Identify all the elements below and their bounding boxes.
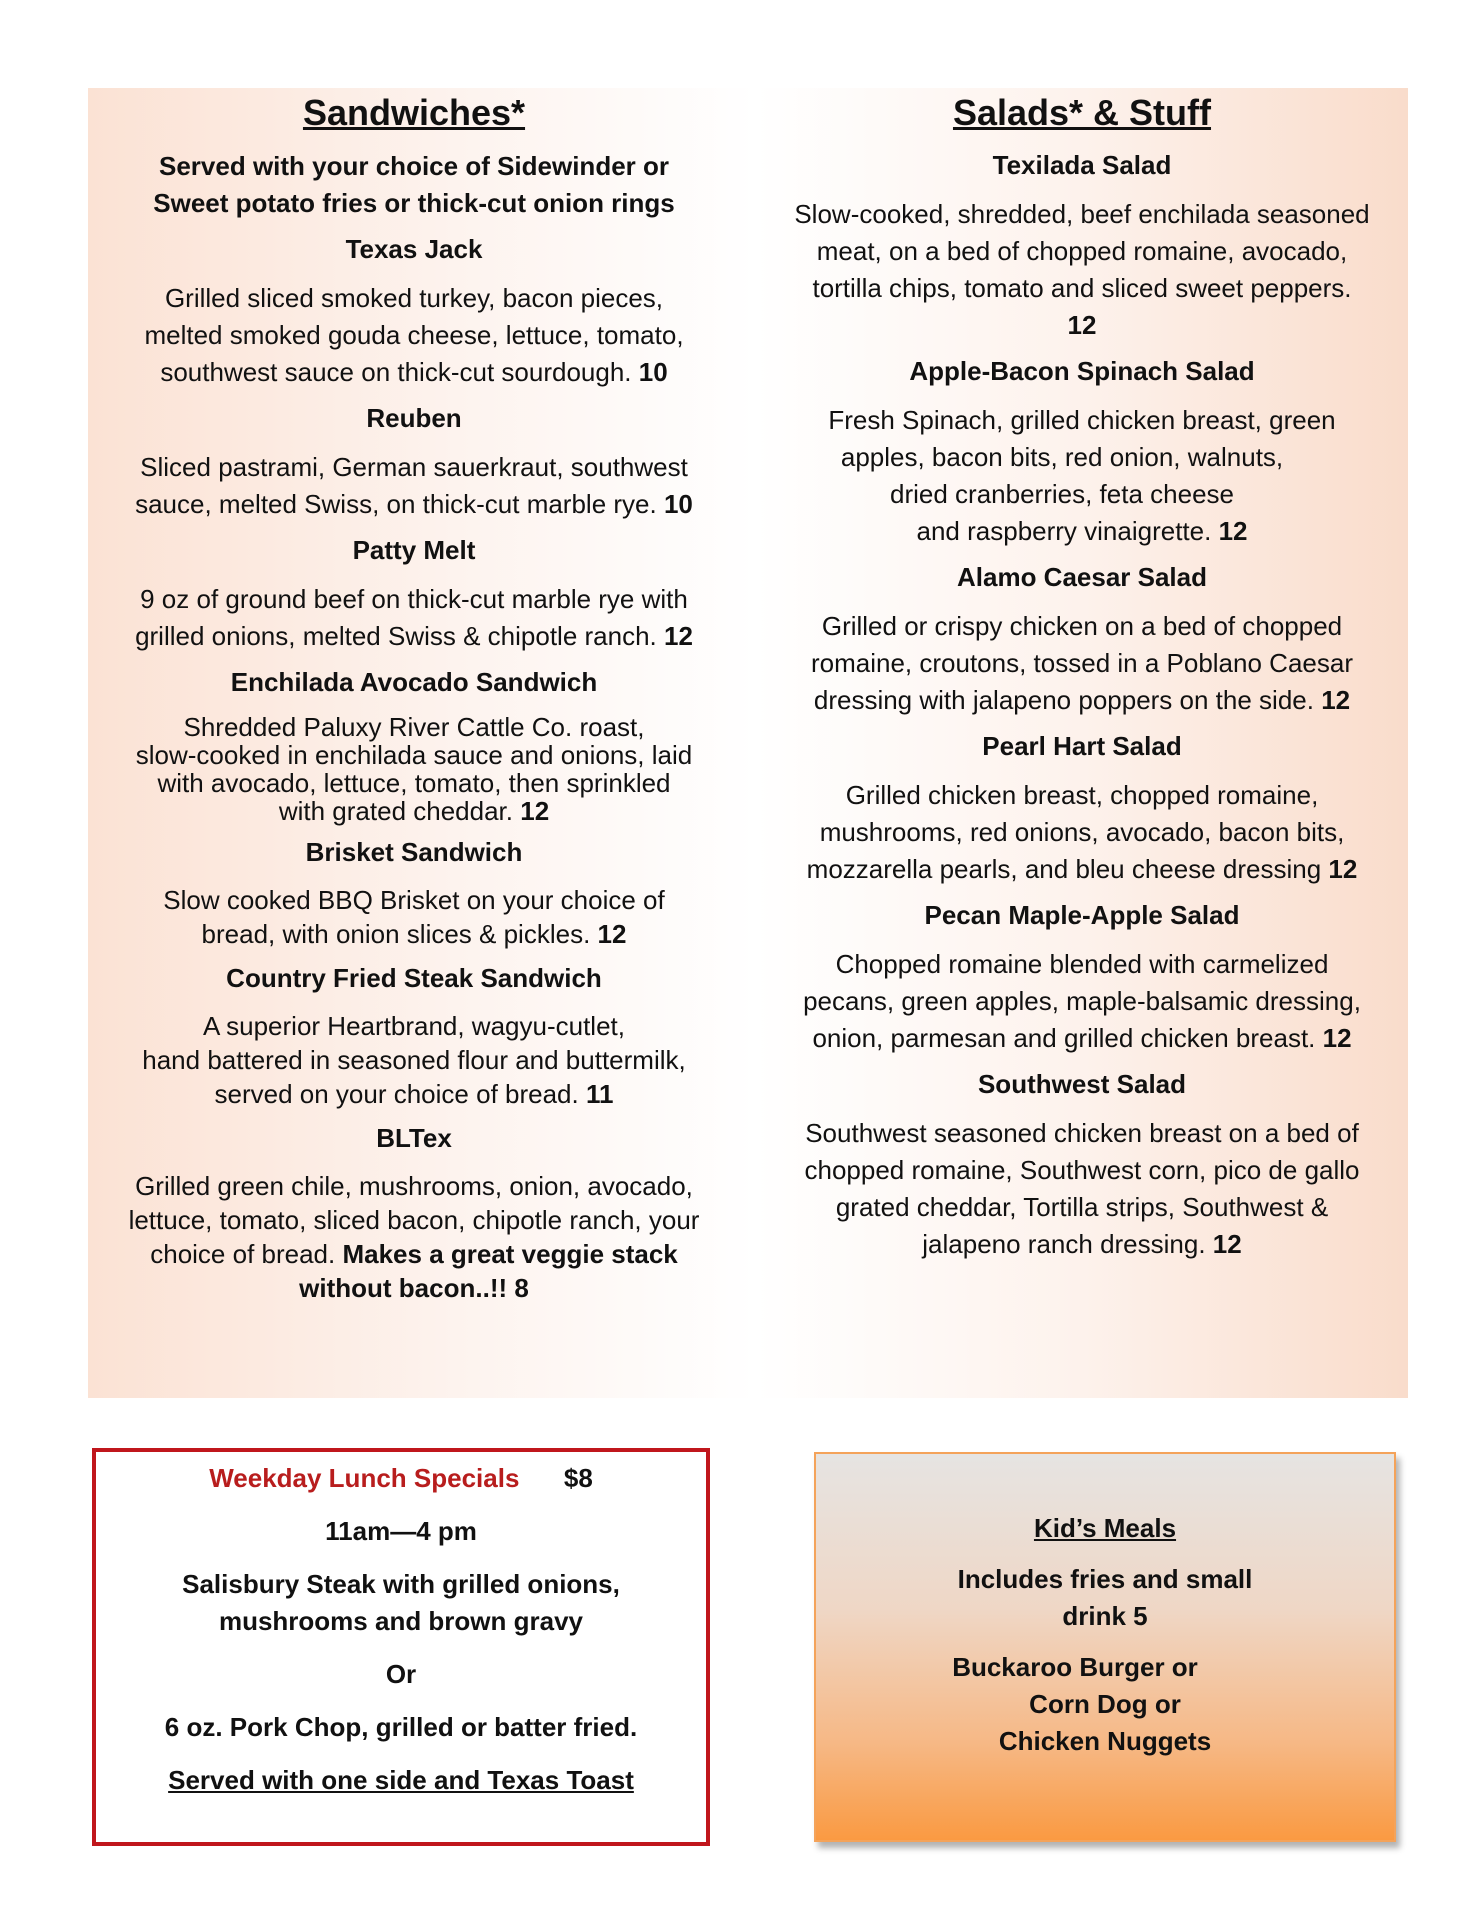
item-description (756, 777, 1408, 888)
desc-text: choice of bread. (150, 1239, 343, 1269)
lunch-footer: Served with one side and Texas Toast (168, 1765, 634, 1795)
item-price: 12 (520, 796, 550, 826)
includes-line: drink 5 (1062, 1601, 1148, 1631)
menu-item-patty-melt (88, 533, 740, 655)
desc-line (88, 354, 740, 391)
item-description (88, 449, 740, 523)
desc-text: grilled onions, melted Swiss & chipotle ranch. (135, 621, 664, 651)
lunch-specials-header (96, 1460, 706, 1497)
desc-line: pecans, green apples, maple-balsamic dressing, (803, 986, 1361, 1016)
desc-line: Chopped romaine blended with carmelized (835, 949, 1329, 979)
menu-item-pecan-maple-apple-salad (756, 898, 1408, 1057)
lunch-or-divider: Or (385, 1659, 417, 1689)
desc-line: Southwest seasoned chicken breast on a bed of (805, 1118, 1359, 1148)
item-description (756, 196, 1408, 344)
lunch-specials-box (92, 1448, 710, 1846)
sandwiches-section (88, 92, 740, 1315)
desc-line: A superior Heartbrand, wagyu-cutlet, (203, 1011, 625, 1041)
menu-item-reuben (88, 401, 740, 523)
lunch-option-1 (96, 1566, 706, 1640)
item-price: 10 (638, 357, 668, 387)
desc-line (756, 682, 1408, 719)
item-description (88, 581, 740, 655)
menu-item-apple-bacon-spinach-salad (756, 354, 1408, 550)
kids-choice: Buckaroo Burger or (952, 1652, 1198, 1682)
desc-line: dried cranberries, feta cheese (890, 479, 1234, 509)
kids-choice: Chicken Nuggets (998, 1726, 1212, 1756)
item-description (756, 946, 1408, 1057)
lunch-specials-price: $8 (563, 1463, 593, 1493)
desc-line (88, 1237, 740, 1271)
desc-line (88, 486, 740, 523)
menu-item-texas-jack (88, 232, 740, 391)
desc-line (88, 1077, 740, 1111)
item-name: Texas Jack (345, 234, 483, 264)
desc-line: meat, on a bed of chopped romaine, avocado, (816, 236, 1348, 266)
menu-item-alamo-caesar-salad (756, 560, 1408, 719)
menu-item-southwest-salad (756, 1067, 1408, 1263)
salads-section (756, 92, 1408, 1273)
menu-item-texilada-salad (756, 148, 1408, 344)
desc-line: Grilled or crispy chicken on a bed of chopped (821, 611, 1343, 641)
desc-line (756, 513, 1408, 550)
desc-line: with avocado, lettuce, tomato, then sprinkled (157, 768, 671, 798)
item-price: 12 (1218, 516, 1248, 546)
sandwiches-title: Sandwiches* (302, 92, 526, 133)
menu-item-bltex (88, 1121, 740, 1305)
kids-meals-title: Kid’s Meals (1033, 1513, 1177, 1543)
desc-text: mozzarella pearls, and bleu cheese dressing (806, 854, 1329, 884)
desc-text: dressing with jalapeno poppers on the side. (813, 685, 1322, 715)
sandwiches-intro (88, 148, 740, 222)
desc-text: and raspberry vinaigrette. (916, 516, 1219, 546)
menu-item-enchilada-avocado-sandwich (88, 665, 740, 825)
desc-line: tortilla chips, tomato and sliced sweet peppers. (812, 273, 1352, 303)
desc-line (756, 1020, 1408, 1057)
desc-line: melted smoked gouda cheese, lettuce, tomato, (144, 320, 684, 350)
item-description (88, 883, 740, 951)
salads-title: Salads* & Stuff (952, 92, 1212, 133)
desc-line: Slow cooked BBQ Brisket on your choice of (163, 885, 665, 915)
item-price: 12 (1067, 310, 1097, 340)
item-price: 12 (1321, 685, 1351, 715)
item-description (756, 402, 1408, 550)
item-price: 12 (1322, 1023, 1352, 1053)
intro-line: Sweet potato fries or thick-cut onion rings (153, 188, 675, 218)
item-name: Southwest Salad (977, 1069, 1187, 1099)
item-name: Pecan Maple-Apple Salad (924, 900, 1240, 930)
item-description (88, 713, 740, 825)
desc-line: Shredded Paluxy River Cattle Co. roast, (183, 712, 645, 742)
menu-item-country-fried-steak-sandwich (88, 961, 740, 1111)
desc-text: with grated cheddar. (278, 796, 521, 826)
lunch-specials-hours: 11am—4 pm (325, 1516, 477, 1546)
desc-line: apples, bacon bits, red onion, walnuts, (840, 442, 1284, 472)
menu-item-pearl-hart-salad (756, 729, 1408, 888)
kids-meals-includes (816, 1561, 1394, 1635)
option-line: mushrooms and brown gravy (218, 1606, 584, 1636)
desc-line: grated cheddar, Tortilla strips, Southwest & (835, 1192, 1329, 1222)
desc-line: lettuce, tomato, sliced bacon, chipotle ranch, your (128, 1205, 700, 1235)
veggie-note-price: without bacon..!! 8 (299, 1273, 529, 1303)
kids-meals-box (814, 1452, 1396, 1842)
desc-line: Slow-cooked, shredded, beef enchilada seasoned (794, 199, 1370, 229)
desc-line (756, 1226, 1408, 1263)
desc-line: chopped romaine, Southwest corn, pico de gallo (804, 1155, 1360, 1185)
item-description (756, 608, 1408, 719)
item-price: 12 (1212, 1229, 1242, 1259)
desc-line (756, 851, 1408, 888)
item-name: Texilada Salad (992, 150, 1172, 180)
desc-line: Grilled chicken breast, chopped romaine, (845, 780, 1319, 810)
item-name: Brisket Sandwich (305, 837, 523, 867)
item-description (88, 1009, 740, 1111)
desc-line: Sliced pastrami, German sauerkraut, southwest (140, 452, 688, 482)
option-line: Salisbury Steak with grilled onions, (182, 1569, 620, 1599)
desc-text: bread, with onion slices & pickles. (201, 919, 598, 949)
desc-line: hand battered in seasoned flour and buttermilk, (142, 1045, 686, 1075)
desc-line (88, 618, 740, 655)
desc-line: mushrooms, red onions, avocado, bacon bits, (819, 817, 1345, 847)
desc-line: 9 oz of ground beef on thick-cut marble rye with (140, 584, 688, 614)
kids-meals-choices (816, 1649, 1394, 1760)
desc-line (88, 797, 740, 825)
desc-text: sauce, melted Swiss, on thick-cut marble rye. (135, 489, 664, 519)
menu-item-brisket-sandwich (88, 835, 740, 951)
item-name: Reuben (366, 403, 462, 433)
desc-line: Fresh Spinach, grilled chicken breast, green (828, 405, 1336, 435)
item-name: Patty Melt (352, 535, 476, 565)
desc-text: served on your choice of bread. (214, 1079, 586, 1109)
item-price: 10 (663, 489, 693, 519)
item-name: Country Fried Steak Sandwich (226, 963, 602, 993)
item-name: Pearl Hart Salad (982, 731, 1182, 761)
item-description (88, 1169, 740, 1305)
item-name: Enchilada Avocado Sandwich (230, 667, 598, 697)
item-name: BLTex (376, 1123, 452, 1153)
item-description (756, 1115, 1408, 1263)
lunch-specials-title: Weekday Lunch Specials (209, 1463, 520, 1493)
item-description (88, 280, 740, 391)
item-price: 11 (585, 1079, 614, 1109)
desc-line: slow-cooked in enchilada sauce and onions, laid (135, 740, 693, 770)
desc-text: southwest sauce on thick-cut sourdough. (160, 357, 639, 387)
desc-line (88, 917, 740, 951)
desc-line: romaine, croutons, tossed in a Poblano Caesar (811, 648, 1353, 678)
veggie-note: Makes a great veggie stack (342, 1239, 678, 1269)
item-price: 12 (1328, 854, 1358, 884)
lunch-option-2: 6 oz. Pork Chop, grilled or batter fried. (164, 1712, 638, 1742)
desc-text: onion, parmesan and grilled chicken breast. (812, 1023, 1323, 1053)
item-name: Alamo Caesar Salad (956, 562, 1207, 592)
includes-line: Includes fries and small (957, 1564, 1253, 1594)
intro-line: Served with your choice of Sidewinder or (159, 151, 669, 181)
desc-line: Grilled sliced smoked turkey, bacon pieces, (164, 283, 664, 313)
item-name: Apple-Bacon Spinach Salad (909, 356, 1255, 386)
desc-text: jalapeno ranch dressing. (922, 1229, 1213, 1259)
kids-choice: Corn Dog or (1029, 1689, 1181, 1719)
desc-line: Grilled green chile, mushrooms, onion, avocado, (135, 1171, 693, 1201)
item-price: 12 (664, 621, 693, 651)
item-price: 12 (597, 919, 627, 949)
